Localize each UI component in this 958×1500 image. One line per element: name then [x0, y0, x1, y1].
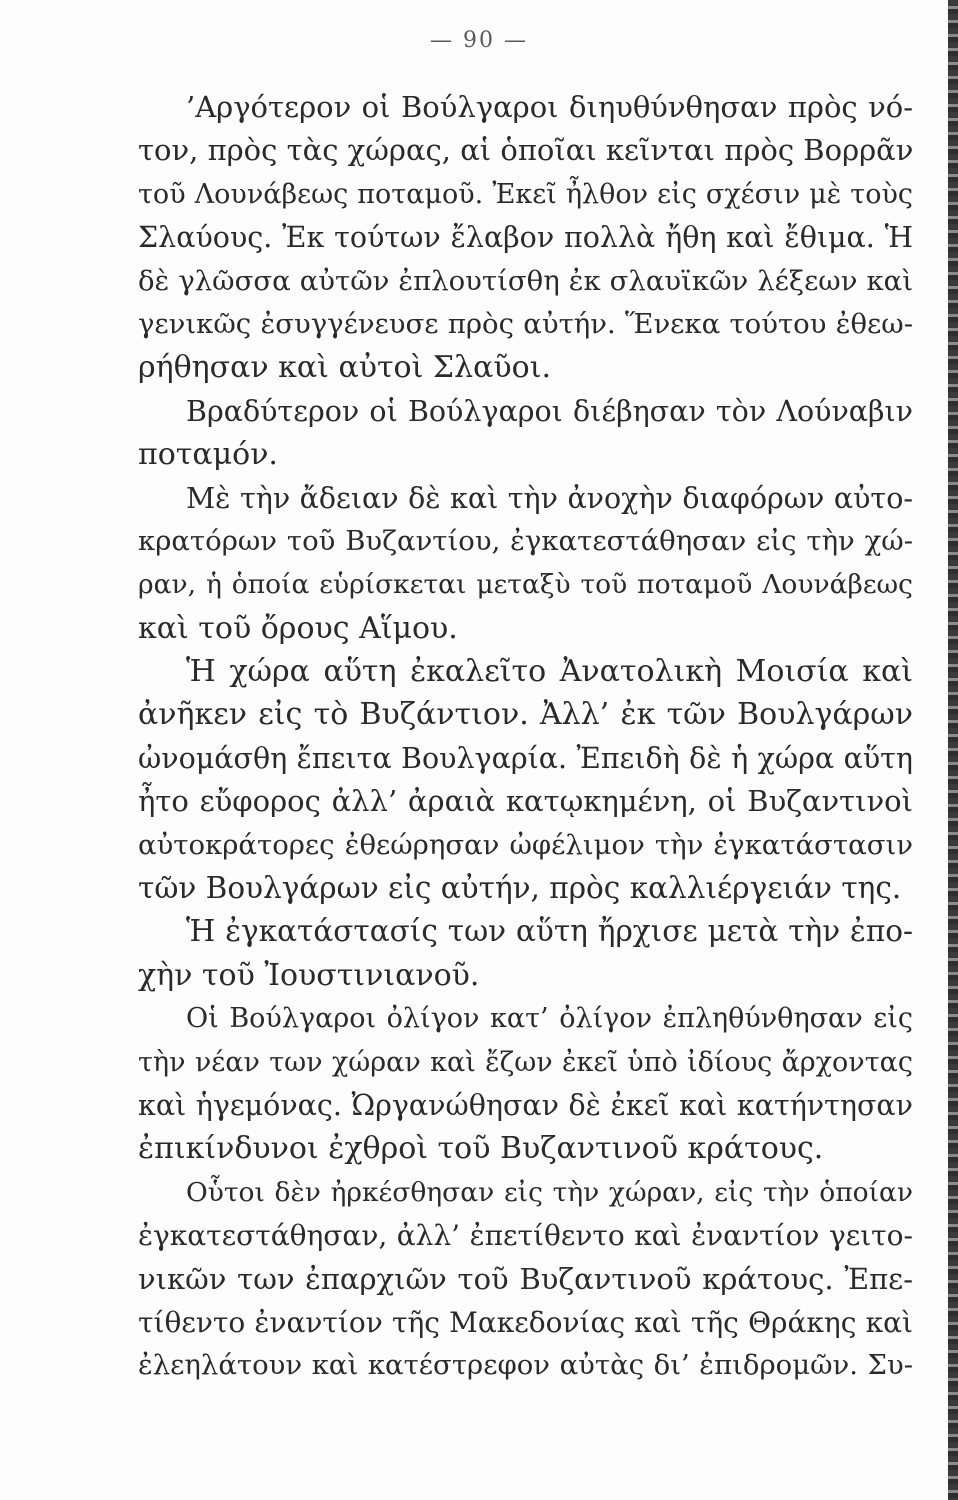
text-line: νικῶν των ἐπαρχιῶν τοῦ Βυζαντινοῦ κράτους. Ἐπε-: [138, 1261, 913, 1296]
text-line: τοῦ Λουνάβεως ποταμοῦ. Ἐκεῖ ἦλθον εἰς σχέσιν μὲ τοὺς: [138, 178, 913, 210]
text-line: Ἡ ἐγκατάστασίς των αὕτη ἤρχισε μετὰ τὴν ἐπο-: [186, 914, 913, 949]
text-line: γενικῶς ἐσυγγένευσε πρὸς αὐτήν. Ἕνεκα τούτου ἐθεω-: [138, 307, 913, 340]
text-line: ἐγκατεστάθησαν, ἀλλ’ ἐπετίθεντο καὶ ἐναντίον γειτο-: [138, 1219, 913, 1253]
text-line: ἐλεηλάτουν καὶ κατέστρεφον αὐτὰς δι’ ἐπιδρομῶν. Συ-: [138, 1349, 913, 1382]
text-line: αὐτοκράτορες ἐθεώρησαν ὠφέλιμον τὴν ἐγκατάστασιν: [138, 828, 913, 861]
text-line: χὴν τοῦ Ἰουστινιανοῦ.: [138, 957, 480, 993]
text-line: Μὲ τὴν ἄδειαν δὲ καὶ τὴν ἀνοχὴν διαφόρων αὐτο-: [186, 481, 913, 515]
text-line: δὲ γλῶσσα αὐτῶν ἐπλουτίσθη ἐκ σλαυϊκῶν λέξεων καὶ: [138, 264, 913, 297]
text-line: ὠνομάσθη ἔπειτα Βουλγαρία. Ἐπειδὴ δὲ ἡ χώρα αὕτη: [138, 741, 913, 775]
page-number: — 90 —: [430, 28, 528, 53]
text-line: ρήθησαν καὶ αὐτοὶ Σλαῦοι.: [138, 350, 551, 386]
text-line: τῶν Βουλγάρων εἰς αὐτήν, πρὸς καλλιέργειάν της.: [138, 871, 902, 906]
text-line: Σλαύους. Ἐκ τούτων ἔλαβον πολλὰ ἤθη καὶ ἔθιμα. Ἡ: [138, 221, 913, 255]
text-line: Οἱ Βούλγαροι ὀλίγον κατ’ ὀλίγον ἐπληθύνθησαν εἰς: [186, 1003, 913, 1035]
text-line: ’Αργότερον οἱ Βούλγαροι διηυθύνθησαν πρὸς νό-: [186, 90, 913, 124]
text-line: ἐπικίνδυνοι ἐχθροὶ τοῦ Βυζαντινοῦ κράτους.: [138, 1131, 824, 1167]
text-line: ἀνῆκεν εἰς τὸ Βυζάντιον. Ἀλλ’ ἐκ τῶν Βουλγάρων: [138, 697, 913, 733]
body-text: [138, 86, 913, 1388]
scan-edge: [948, 0, 958, 1500]
text-line: κρατόρων τοῦ Βυζαντίου, ἐγκατεστάθησαν εἰς τὴν χώ-: [138, 524, 913, 557]
text-line: ραν, ἡ ὁποία εὑρίσκεται μεταξὺ τοῦ ποταμοῦ Λουνάβεως: [138, 569, 913, 601]
text-line: Οὗτοι δὲν ἠρκέσθησαν εἰς τὴν χώραν, εἰς τὴν ὁποίαν: [186, 1176, 913, 1208]
text-line: τίθεντο ἐναντίον τῆς Μακεδονίας καὶ τῆς Θράκης καὶ: [138, 1305, 913, 1339]
text-line: τὴν νέαν των χώραν καὶ ἔζων ἐκεῖ ὑπὸ ἰδίους ἄρχοντας: [138, 1046, 913, 1078]
text-line: καὶ τοῦ ὄρους Αἵμου.: [138, 610, 458, 646]
text-line: Βραδύτερον οἱ Βούλγαροι διέβησαν τὸν Λούναβιν: [186, 394, 913, 428]
text-line: ποταμόν.: [138, 437, 278, 473]
text-line: καὶ ἡγεμόνας. Ὠργανώθησαν δὲ ἐκεῖ καὶ κατήντησαν: [138, 1088, 913, 1122]
text-line: ἦτο εὔφορος ἀλλ’ ἀραιὰ κατῳκημένη, οἱ Βυζαντινοὶ: [138, 784, 913, 819]
text-line: Ἡ χώρα αὕτη ἐκαλεῖτο Ἀνατολικὴ Μοισία καὶ: [186, 654, 913, 690]
text-line: τον, πρὸς τὰς χώρας, αἱ ὁποῖαι κεῖνται πρὸς Βορρᾶν: [138, 133, 914, 168]
